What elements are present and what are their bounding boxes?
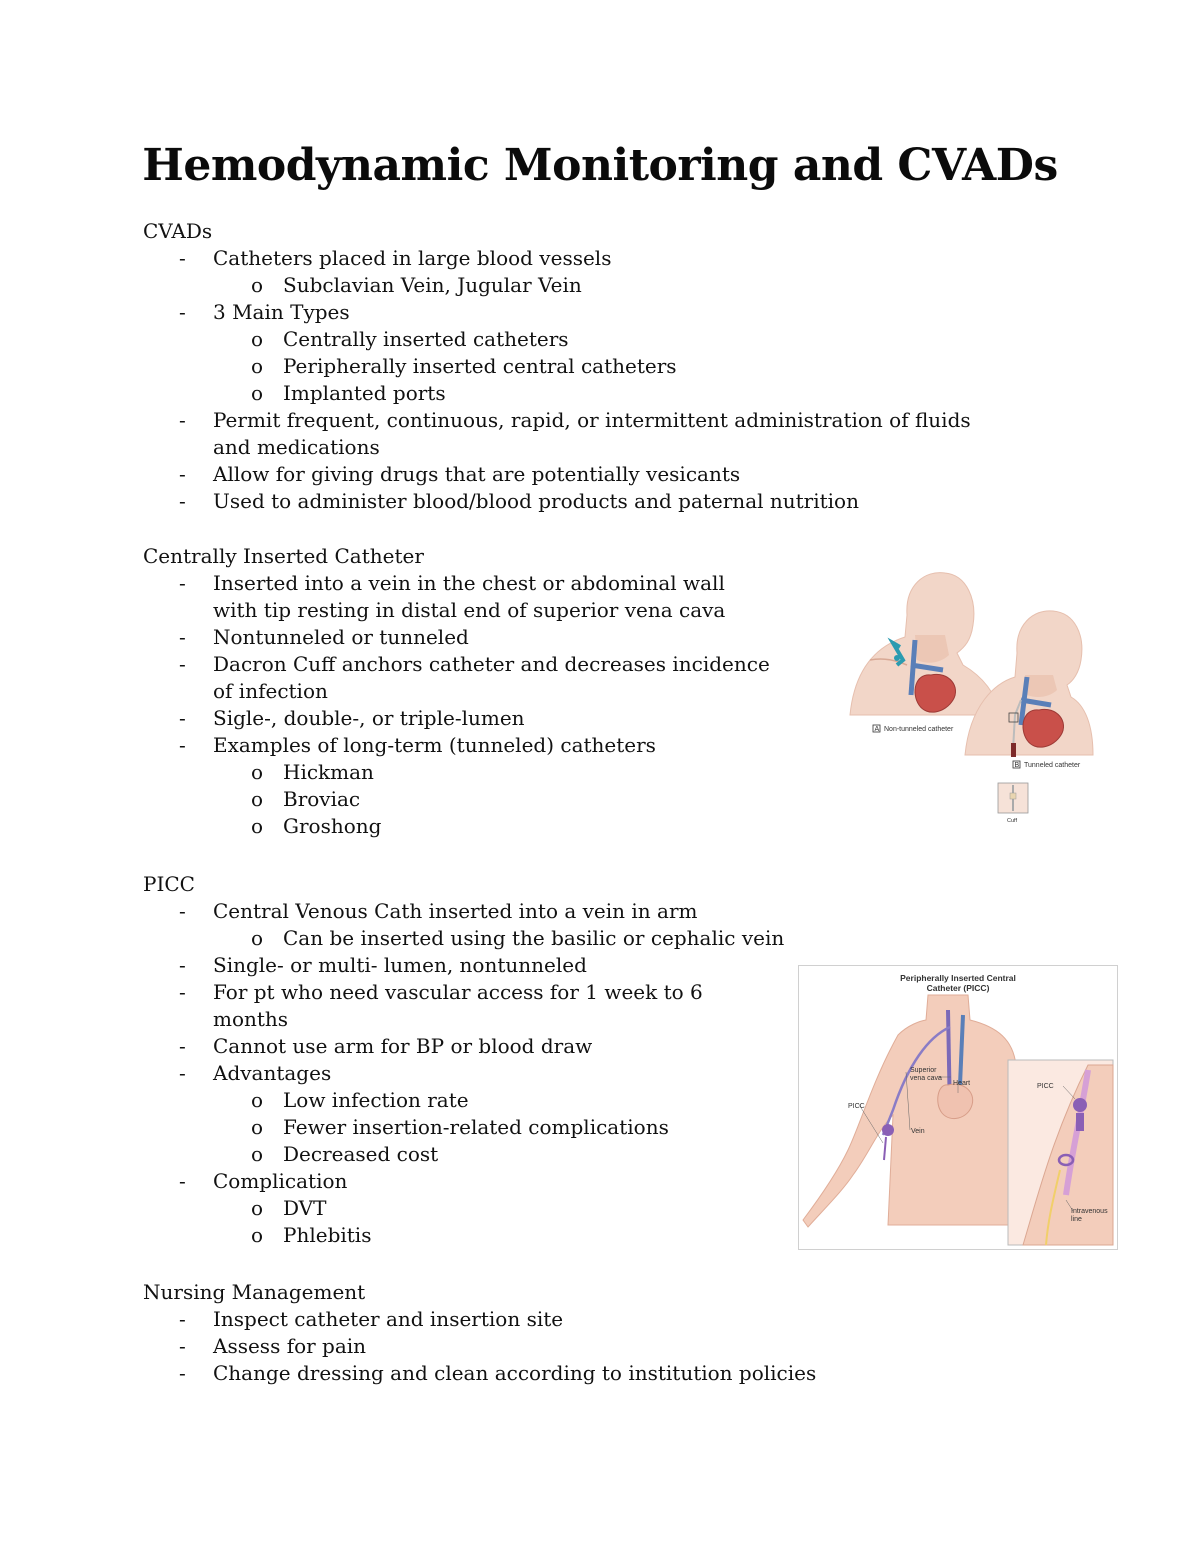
dash-bullet: - <box>179 489 186 513</box>
list-item: - Single- or multi- lumen, nontunneled <box>179 953 587 977</box>
circle-bullet: o <box>251 354 264 378</box>
list-item: o Can be inserted using the basilic or cephalic vein <box>251 926 785 950</box>
list-item: - Examples of long-term (tunneled) catheters <box>179 733 656 757</box>
picc-svg <box>798 965 1118 1250</box>
dash-bullet: - <box>179 1361 186 1385</box>
circle-bullet: o <box>251 273 264 297</box>
list-item: - Used to administer blood/blood products and paternal nutrition <box>179 489 859 513</box>
list-item-continuation: and medications <box>213 435 380 459</box>
list-item: - For pt who need vascular access for 1 week to 6 <box>179 980 703 1004</box>
figure-a-letter: A <box>874 726 880 733</box>
label-intravenous-line-2: line <box>1071 1216 1082 1223</box>
list-item: - Complication <box>179 1169 348 1193</box>
section-cvads <box>143 218 971 515</box>
label-superior-vena-cava-1: Superior <box>910 1067 937 1074</box>
circle-bullet: o <box>251 760 264 784</box>
dash-bullet: - <box>179 652 186 676</box>
dash-bullet: - <box>179 246 186 270</box>
list-item: o DVT <box>251 1196 327 1220</box>
figure-title-line-1: Peripherally Inserted Central <box>900 973 1016 983</box>
page-title: Hemodynamic Monitoring and CVADs <box>142 140 1058 191</box>
list-item-continuation: months <box>213 1007 289 1031</box>
list-item: - Catheters placed in large blood vessels <box>179 246 612 270</box>
list-item: - Allow for giving drugs that are potentially vesicants <box>179 462 741 486</box>
list-item: - Advantages <box>179 1061 332 1085</box>
circle-bullet: o <box>251 1115 264 1139</box>
list-item: - Nontunneled or tunneled <box>179 625 469 649</box>
label-vein: Vein <box>911 1128 925 1135</box>
list-item-continuation: with tip resting in distal end of superior vena cava <box>213 598 726 622</box>
list-item: - 3 Main Types <box>179 300 350 324</box>
list-item: - Inserted into a vein in the chest or abdominal wall <box>179 571 725 595</box>
label-heart: Heart <box>953 1080 971 1087</box>
list-item: - Inspect catheter and insertion site <box>179 1307 564 1331</box>
circle-bullet: o <box>251 327 264 351</box>
section-heading: CVADs <box>143 219 213 243</box>
circle-bullet: o <box>251 1088 264 1112</box>
cuff-label: Cuff <box>1007 818 1017 824</box>
dash-bullet: - <box>179 408 186 432</box>
list-item: - Cannot use arm for BP or blood draw <box>179 1034 593 1058</box>
section-heading: PICC <box>143 872 195 896</box>
dash-bullet: - <box>179 462 186 486</box>
dash-bullet: - <box>179 1061 186 1085</box>
circle-bullet: o <box>251 814 264 838</box>
list-item: o Fewer insertion-related complications <box>251 1115 669 1139</box>
arm-inset <box>1008 1060 1113 1245</box>
dash-bullet: - <box>179 1307 186 1331</box>
dash-bullet: - <box>179 1334 186 1358</box>
label-superior-vena-cava-2: vena cava <box>910 1075 942 1082</box>
list-item: o Groshong <box>251 814 382 838</box>
circle-bullet: o <box>251 787 264 811</box>
label-picc: PICC <box>848 1103 865 1110</box>
list-item: o Peripherally inserted central catheters <box>251 354 677 378</box>
figure-b-label: Tunneled catheter <box>1024 762 1081 769</box>
figure-a-label: Non-tunneled catheter <box>884 726 954 733</box>
central-catheter-svg <box>845 565 1095 830</box>
label-intravenous-line-1: Intravenous <box>1071 1208 1108 1215</box>
dash-bullet: - <box>179 706 186 730</box>
dash-bullet: - <box>179 733 186 757</box>
dash-bullet: - <box>179 1169 186 1193</box>
list-item: - Assess for pain <box>179 1334 367 1358</box>
circle-bullet: o <box>251 381 264 405</box>
list-item: o Centrally inserted catheters <box>251 327 569 351</box>
list-item: - Permit frequent, continuous, rapid, or intermittent administration of fluids <box>179 408 971 432</box>
cuff-inset <box>998 783 1028 824</box>
dash-bullet: - <box>179 571 186 595</box>
central-catheter-illustration <box>845 565 1095 830</box>
list-item: o Decreased cost <box>251 1142 439 1166</box>
dash-bullet: - <box>179 980 186 1004</box>
figure-title-line-2: Catheter (PICC) <box>926 983 990 993</box>
list-item-continuation: of infection <box>213 679 328 703</box>
circle-bullet: o <box>251 1196 264 1220</box>
section-picc <box>143 871 784 1249</box>
list-item: o Low infection rate <box>251 1088 469 1112</box>
section-heading: Nursing Management <box>143 1280 366 1304</box>
dash-bullet: - <box>179 899 186 923</box>
figure-b-letter: B <box>1014 762 1020 769</box>
list-item: o Implanted ports <box>251 381 446 405</box>
circle-bullet: o <box>251 1142 264 1166</box>
dash-bullet: - <box>179 625 186 649</box>
dash-bullet: - <box>179 300 186 324</box>
list-item: - Change dressing and clean according to institution policies <box>179 1361 817 1385</box>
list-item: - Central Venous Cath inserted into a vein in arm <box>179 899 698 923</box>
section-nursing-management <box>143 1279 816 1387</box>
list-item: o Subclavian Vein, Jugular Vein <box>251 273 582 297</box>
dash-bullet: - <box>179 1034 186 1058</box>
circle-bullet: o <box>251 926 264 950</box>
list-item: - Dacron Cuff anchors catheter and decreases incidence <box>179 652 770 676</box>
label-picc-inset: PICC <box>1037 1083 1054 1090</box>
dash-bullet: - <box>179 953 186 977</box>
section-heading: Centrally Inserted Catheter <box>143 544 424 568</box>
picc-illustration <box>798 965 1118 1250</box>
list-item: o Broviac <box>251 787 361 811</box>
list-item: o Phlebitis <box>251 1223 372 1247</box>
list-item: o Hickman <box>251 760 374 784</box>
section-central-catheter <box>143 543 770 840</box>
circle-bullet: o <box>251 1223 264 1247</box>
list-item: - Sigle-, double-, or triple-lumen <box>179 706 525 730</box>
